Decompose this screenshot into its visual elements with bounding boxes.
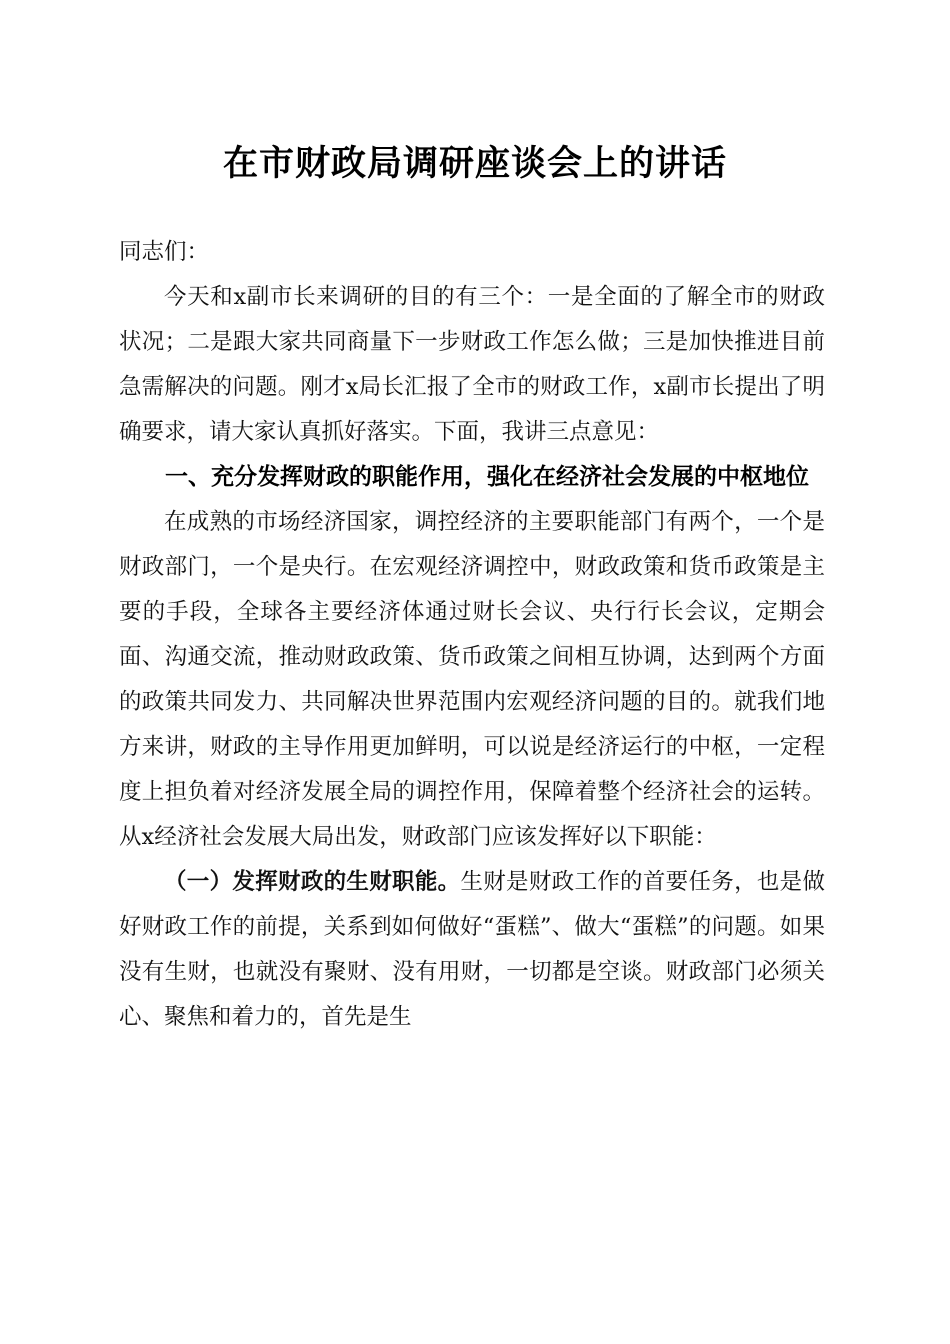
- document-title: 在市财政局调研座谈会上的讲话: [222, 143, 727, 184]
- subsection-1-paragraph: [119, 860, 825, 1040]
- salutation: 同志们：: [119, 239, 210, 265]
- intro-paragraph: 今天和x副市长来调研的目的有三个：一是全面的了解全市的财政状况；二是跟大家共同商量下一步财政工作怎么做；三是加快推进目前急需解决的问题。刚才x局长汇报了全市的财政工作，x副市长提出了明确要求，请大家认真抓好落实。下面，我讲三点意见：: [119, 284, 825, 445]
- section-heading-1: 一、充分发挥财政的职能作用，强化在经济社会发展的中枢地位: [165, 464, 809, 490]
- document-body: [119, 230, 825, 1040]
- subsection-1-lead: （一）发挥财政的生财职能。: [164, 869, 461, 895]
- section-1-paragraph: 在成熟的市场经济国家，调控经济的主要职能部门有两个，一个是财政部门，一个是央行。在宏观经济调控中，财政政策和货币政策是主要的手段，全球各主要经济体通过财长会议、央行行长会议，定期会面、沟通交流，推动财政政策、货币政策之间相互协调，达到两个方面的政策共同发力、共同解决世界范围内宏观经济问题的目的。就我们地方来讲，财政的主导作用更加鲜明，可以说是经济运行的中枢，一定程度上担负着对经济发展全局的调控作用，保障着整个经济社会的运转。从x经济社会发展大局出发，财政部门应该发挥好以下职能：: [119, 509, 825, 850]
- subsection-1-text: 生财是财政工作的首要任务，也是做好财政工作的前提，关系到如何做好“蛋糕”、做大“蛋糕”的问题。如果没有生财，也就没有聚财、没有用财，一切都是空谈。财政部门必须关心、聚焦和着力的，首先是生: [119, 869, 825, 1030]
